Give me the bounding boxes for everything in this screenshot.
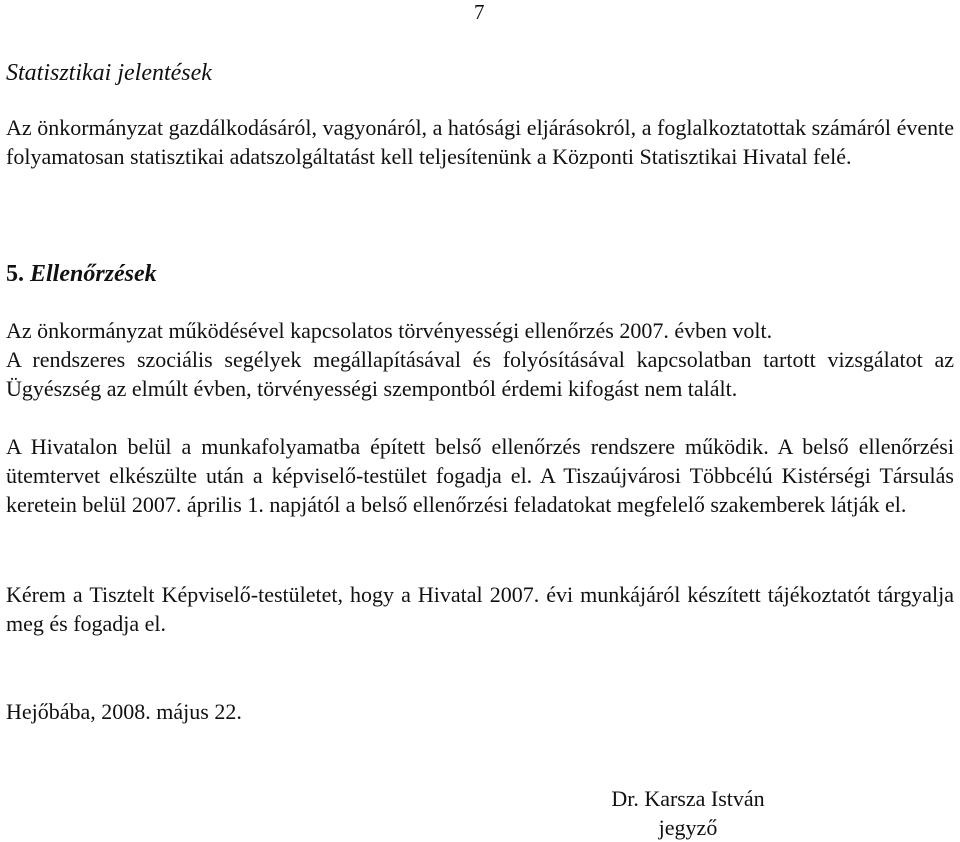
audit-paragraph-2: A rendszeres szociális segélyek megállapításával és folyósításával kapcsolatban tartott vizsgálatot az Ügyészség az elmúlt évben, törvényességi szempontból érdemi kifogást nem talált.: [6, 347, 954, 401]
statistics-heading: Statisztikai jelentések: [6, 60, 212, 86]
signature-block: [598, 784, 778, 842]
signatory-role: jegyző: [658, 815, 718, 840]
place-and-date: Hejőbába, 2008. május 22.: [6, 699, 242, 724]
audit-paragraph-3: A Hivatalon belül a munkafolyamatba épített belső ellenőrzés rendszere működik. A belső ellenőrzési ütemtervet elkészülte után a képviselő-testület fogadja el. A Tiszaújvárosi Többcélú Kistérségi Társulás keretein belül 2007. április 1. napjától a belső ellenőrzési feladatokat megfelelő szakemberek látják el.: [6, 434, 954, 517]
section-title: Ellenőrzések: [30, 261, 157, 287]
audit-paragraph-1: Az önkormányzat működésével kapcsolatos törvényességi ellenőrzés 2007. évben volt.: [6, 318, 773, 343]
section-number: 5.: [6, 261, 24, 287]
page-number: 7: [474, 0, 485, 24]
section-heading: [6, 259, 157, 289]
statistics-paragraph: Az önkormányzat gazdálkodásáról, vagyonáról, a hatósági eljárásokról, a foglalkoztatottak számáról évente folyamatosan statisztikai adatszolgáltatást kell teljesítenünk a Központi Statisztikai Hivatal felé.: [6, 115, 954, 169]
signatory-name: Dr. Karsza István: [611, 786, 765, 811]
request-paragraph: Kérem a Tisztelt Képviselő-testületet, hogy a Hivatal 2007. évi munkájáról készített tájékoztatót tárgyalja meg és fogadja el.: [6, 582, 954, 636]
